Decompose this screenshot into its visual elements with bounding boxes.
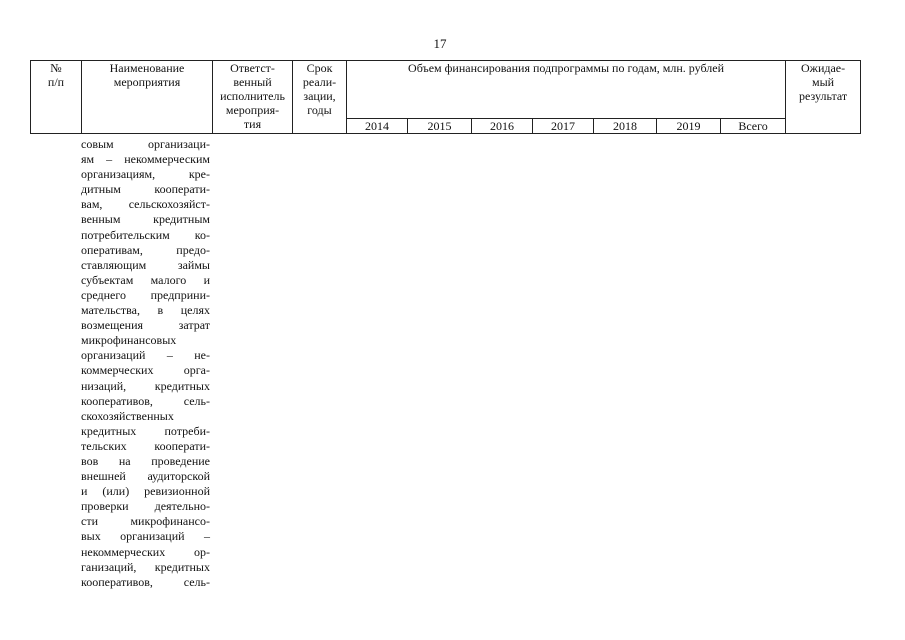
year-2017: 2017 [533,119,594,134]
column-header-number: № п/п [31,61,82,134]
text-line: мательства, в целях [81,303,210,318]
year-2018: 2018 [594,119,657,134]
text-line: кооперативов, сель- [81,393,210,408]
text-line: оперативам, предо- [81,242,210,257]
text-line: тельских кооперати- [81,438,210,453]
financing-table-header [30,60,861,134]
page-number: 17 [433,36,447,51]
text-line: ям – некоммерческим [81,152,210,167]
year-2019: 2019 [657,119,721,134]
text-line: микрофинансовых [81,333,177,348]
text-line: вов на проведение [81,453,210,468]
text-line: среднего предприни- [81,287,210,302]
text-line: организациям, кре- [81,167,210,182]
text-line: кредитных потреби- [81,423,210,438]
text-line: ставляющим займы [81,257,210,272]
text-line: венным кредитным [81,212,210,227]
text-line: потребительским ко- [81,227,210,242]
text-line: организаций – не- [81,348,210,363]
year-total: Всего [721,119,786,134]
text-line: субъектам малого и [81,272,210,287]
text-line: вых организаций – [81,529,210,544]
measure-description-text [81,137,210,590]
text-line: проверки деятельно- [81,499,210,514]
text-line: скохозяйственных [81,408,174,423]
text-line: сти микрофинансо- [81,514,210,529]
text-line: низаций, кредитных [81,378,210,393]
text-line: ганизаций, кредитных [81,559,210,574]
text-line: возмещения затрат [81,318,210,333]
text-line: кооперативов, сель- [81,574,210,589]
column-header-responsible: Ответст- венный исполнитель мероприя- тия [213,61,293,134]
text-line: вам, сельскохозяйст- [81,197,210,212]
column-header-period: Срок реали- зации, годы [293,61,347,134]
column-header-result: Ожидае- мый результат [786,61,861,134]
text-line: и (или) ревизионной [81,484,210,499]
column-header-financing: Объем финансирования подпрограммы по годам, млн. рублей [347,61,786,119]
text-line: коммерческих орга- [81,363,210,378]
text-line: совым организаци- [81,137,210,151]
text-line: внешней аудиторской [81,469,210,484]
year-2015: 2015 [408,119,472,134]
text-line: дитным кооперати- [81,182,210,197]
year-2014: 2014 [347,119,408,134]
year-2016: 2016 [472,119,533,134]
column-header-name: Наименование мероприятия [82,61,213,134]
text-line: некоммерческих ор- [81,544,210,559]
